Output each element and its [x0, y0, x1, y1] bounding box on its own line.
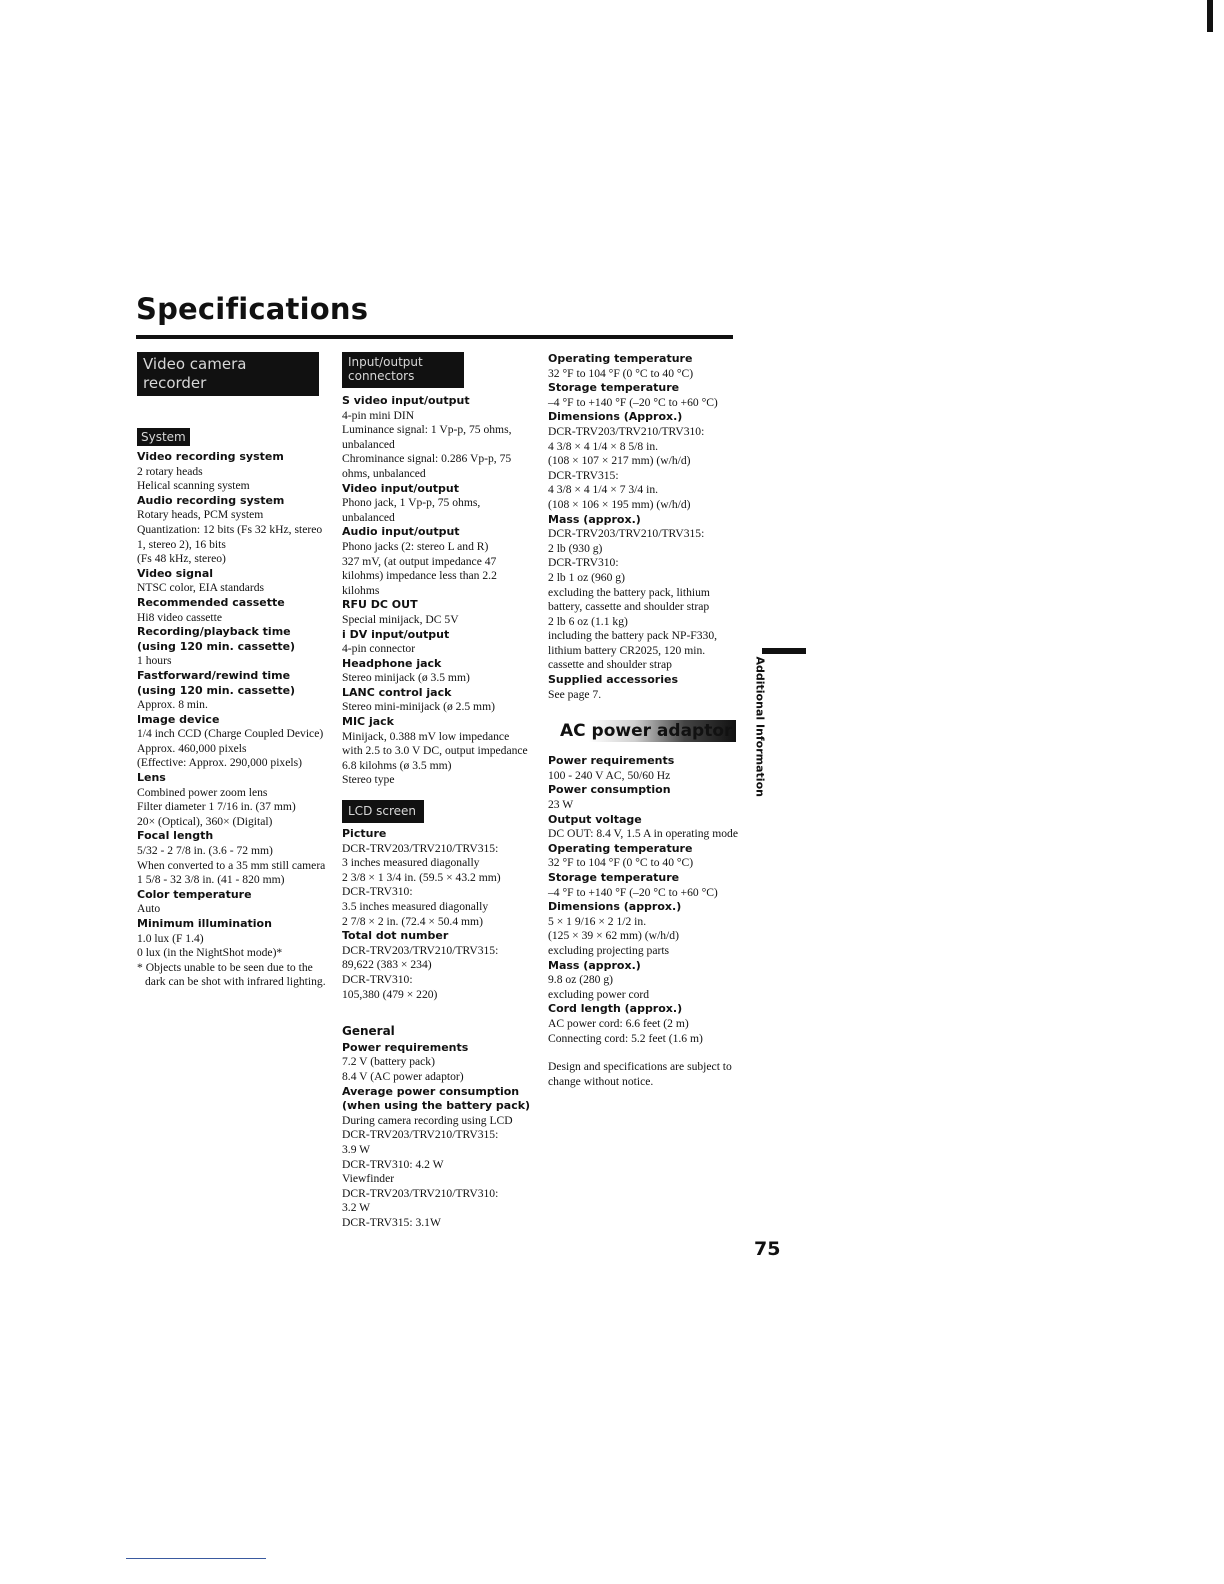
spec-heading: Color temperature — [137, 887, 252, 901]
spec-heading: Image device — [137, 712, 220, 726]
spec-value: 89,622 (383 × 234) — [342, 958, 432, 972]
spec-value: Filter diameter 1 7/16 in. (37 mm) — [137, 800, 296, 814]
spec-value: (108 × 107 × 217 mm) (w/h/d) — [548, 454, 691, 468]
spec-value: Luminance signal: 1 Vp-p, 75 ohms, unbalanced — [342, 423, 512, 451]
spec-value: 7.2 V (battery pack) — [342, 1055, 435, 1069]
spec-heading: i DV input/output — [342, 627, 450, 641]
spec-value: Hi8 video cassette — [137, 610, 222, 624]
spec-heading: Video signal — [137, 566, 214, 580]
spec-value: AC power cord: 6.6 feet (2 m) — [548, 1016, 689, 1030]
spec-value: including the battery pack NP-F330, lithium battery CR2025, 120 min. cassette and shoulder strap — [548, 629, 718, 672]
page-title: Specifications — [136, 292, 369, 326]
spec-value: 4-pin mini DIN — [342, 408, 415, 422]
spec-value: 32 °F to 104 °F (0 °C to 40 °C) — [548, 366, 694, 380]
spec-heading: Storage temperature — [548, 871, 680, 884]
spec-value: 2 lb 1 oz (960 g) — [548, 570, 625, 584]
spec-value: 5 × 1 9/16 × 2 1/2 in. — [548, 914, 647, 928]
spec-value: DCR-TRV310: — [342, 885, 413, 899]
spec-value: Viewfinder — [342, 1172, 395, 1186]
spec-heading: Lens — [137, 771, 166, 785]
spec-heading: S video input/output — [342, 394, 470, 407]
column-connectors — [342, 352, 532, 1230]
spec-value: DCR-TRV310: — [548, 556, 619, 570]
spec-value: 2 lb 6 oz (1.1 kg) — [548, 614, 628, 628]
side-tab-label: Additional Information — [753, 656, 767, 797]
spec-value: 23 W — [548, 798, 574, 812]
spec-value: excluding power cord — [548, 987, 650, 1001]
spec-heading: Power requirements — [548, 754, 675, 768]
spec-value: DC OUT: 8.4 V, 1.5 A in operating mode — [548, 827, 738, 841]
section-heading-general: General — [342, 1024, 395, 1039]
spec-heading: Recording/playback time (using 120 min. cassette) — [137, 625, 296, 653]
spec-heading: Storage temperature — [548, 381, 680, 395]
spec-heading: Recommended cassette — [137, 595, 285, 609]
spec-value: 2 3/8 × 1 3/4 in. (59.5 × 43.2 mm) — [342, 870, 501, 884]
spec-value: 8.4 V (AC power adaptor) — [342, 1069, 464, 1083]
spec-value: (Fs 48 kHz, stereo) — [137, 552, 226, 566]
spec-value: Phono jacks (2: stereo L and R) — [342, 539, 489, 553]
spec-list — [342, 394, 532, 788]
bottom-line — [126, 1558, 266, 1559]
spec-value: Quantization: 12 bits (Fs 32 kHz, stereo 1, stereo 2), 16 bits — [137, 522, 323, 551]
spec-value: (108 × 106 × 195 mm) (w/h/d) — [548, 497, 691, 511]
spec-heading: Dimensions (approx.) — [548, 900, 682, 914]
spec-value: DCR-TRV315: 3.1W — [342, 1215, 441, 1229]
spec-value: Special minijack, DC 5V — [342, 612, 459, 626]
spec-value: Chrominance signal: 0.286 Vp-p, 75 ohms, unbalanced — [342, 452, 512, 480]
spec-value: 3.9 W — [342, 1142, 371, 1156]
spec-value: DCR-TRV315: — [548, 468, 619, 482]
spec-value: Minijack, 0.388 mV low impedance with 2.5 to 3.0 V DC, output impedance 6.8 kilohms (ø 3.5 mm) — [342, 729, 528, 772]
spec-value: Phono jack, 1 Vp-p, 75 ohms, unbalanced — [342, 496, 481, 524]
spec-value: DCR-TRV203/TRV210/TRV310: — [342, 1186, 499, 1200]
section-banner-lcd: LCD screen — [342, 800, 424, 823]
spec-heading: Fastforward/rewind time (using 120 min. cassette) — [137, 668, 296, 697]
column-general-ac — [548, 352, 738, 1089]
spec-value: 1 5/8 - 32 3/8 in. (41 - 820 mm) — [137, 873, 285, 887]
spec-heading: Power consumption — [548, 783, 671, 797]
spec-value: Stereo mini-minijack (ø 2.5 mm) — [342, 700, 495, 714]
spec-value: 2 lb (930 g) — [548, 541, 603, 555]
spec-value: 2 7/8 × 2 in. (72.4 × 50.4 mm) — [342, 914, 483, 928]
spec-value: 4 3/8 × 4 1/4 × 7 3/4 in. — [548, 483, 659, 497]
edge-mark — [1207, 0, 1213, 32]
spec-heading: RFU DC OUT — [342, 598, 418, 612]
spec-value: 1.0 lux (F 1.4) — [137, 931, 204, 945]
spec-value: excluding the battery pack, lithium battery, cassette and shoulder strap — [548, 585, 710, 614]
spec-list — [548, 352, 738, 702]
spec-heading: Cord length (approx.) — [548, 1002, 683, 1016]
footer-note: Design and specifications are subject to change without notice. — [548, 1060, 732, 1088]
spec-value: 20× (Optical), 360× (Digital) — [137, 814, 273, 828]
spec-value: DCR-TRV203/TRV210/TRV315: — [342, 943, 499, 957]
spec-value: (Effective: Approx. 290,000 pixels) — [137, 756, 302, 770]
spec-value: When converted to a 35 mm still camera — [137, 858, 326, 872]
spec-value: 1 hours — [137, 654, 172, 668]
spec-value: Helical scanning system — [137, 479, 250, 493]
spec-value: DCR-TRV203/TRV210/TRV310: — [548, 424, 705, 438]
side-tab-bar — [762, 648, 806, 654]
spec-list — [342, 1041, 532, 1231]
spec-value: See page 7. — [548, 687, 602, 701]
section-banner-input-output: Input/output connectors — [342, 352, 464, 388]
spec-heading: Minimum illumination — [137, 917, 272, 930]
spec-list — [342, 827, 532, 1002]
spec-value: DCR-TRV310: — [342, 972, 413, 986]
spec-value: Connecting cord: 5.2 feet (1.6 m) — [548, 1031, 703, 1045]
section-banner-video-camera-recorder: Video camera recorder — [137, 352, 319, 396]
spec-value: 32 °F to 104 °F (0 °C to 40 °C) — [548, 856, 694, 870]
spec-value: Stereo minijack (ø 3.5 mm) — [342, 671, 470, 685]
footnote: * Objects unable to be seen due to the dark can be shot with infrared lighting. — [137, 960, 326, 989]
column-video-camera-recorder — [137, 352, 327, 990]
spec-value: –4 °F to +140 °F (–20 °C to +60 °C) — [548, 395, 718, 409]
title-rule — [136, 335, 733, 339]
spec-heading: Power requirements — [342, 1040, 469, 1054]
spec-heading: Mass (approx.) — [548, 512, 641, 526]
spec-value: 1/4 inch CCD (Charge Coupled Device) — [137, 727, 324, 741]
spec-heading: Operating temperature — [548, 841, 693, 855]
spec-value: 0 lux (in the NightShot mode)* — [137, 946, 283, 960]
spec-heading: Output voltage — [548, 812, 642, 826]
spec-value: Approx. 8 min. — [137, 698, 208, 712]
spec-value: (125 × 39 × 62 mm) (w/h/d) — [548, 929, 679, 943]
page-number: 75 — [754, 1238, 781, 1260]
spec-value: 3 inches measured diagonally — [342, 856, 480, 870]
spec-heading: Operating temperature — [548, 352, 693, 365]
spec-value: 3.2 W — [342, 1201, 371, 1215]
spec-value: Stereo type — [342, 773, 395, 787]
spec-value: 105,380 (479 × 220) — [342, 987, 438, 1001]
spec-value: NTSC color, EIA standards — [137, 581, 265, 595]
spec-value: During camera recording using LCD — [342, 1113, 513, 1127]
spec-value: DCR-TRV203/TRV210/TRV315: — [342, 1128, 499, 1142]
spec-value: 100 - 240 V AC, 50/60 Hz — [548, 768, 671, 782]
spec-heading: Headphone jack — [342, 656, 442, 670]
spec-heading: LANC control jack — [342, 685, 452, 699]
spec-value: 4 3/8 × 4 1/4 × 8 5/8 in. — [548, 439, 659, 453]
spec-value: Combined power zoom lens — [137, 785, 268, 799]
spec-value: 327 mV, (at output impedance 47 kilohms) impedance less than 2.2 kilohms — [342, 554, 497, 597]
spec-value: DCR-TRV203/TRV210/TRV315: — [342, 841, 499, 855]
spec-value: 4-pin connector — [342, 642, 416, 656]
spec-value: Rotary heads, PCM system — [137, 508, 264, 522]
spec-list — [548, 754, 738, 1046]
section-banner-system: System — [137, 428, 190, 446]
spec-heading: Picture — [342, 827, 387, 841]
spec-value: excluding projecting parts — [548, 943, 670, 957]
spec-heading: Video recording system — [137, 450, 284, 463]
spec-value: 3.5 inches measured diagonally — [342, 900, 489, 913]
spec-value: 9.8 oz (280 g) — [548, 973, 614, 987]
spec-heading: Mass (approx.) — [548, 958, 641, 972]
spec-heading: Average power consumption (when using the battery pack) — [342, 1084, 531, 1113]
spec-value: DCR-TRV310: 4.2 W — [342, 1157, 444, 1171]
spec-heading: Total dot number — [342, 929, 449, 943]
spec-heading: Audio recording system — [137, 493, 285, 507]
spec-value: Auto — [137, 902, 161, 916]
spec-heading: Video input/output — [342, 481, 460, 495]
spec-heading: Dimensions (Approx.) — [548, 410, 683, 424]
spec-value: 2 rotary heads — [137, 464, 203, 478]
spec-heading: Audio input/output — [342, 525, 460, 539]
spec-heading: Supplied accessories — [548, 673, 678, 687]
spec-list — [137, 450, 327, 961]
spec-value: DCR-TRV203/TRV210/TRV315: — [548, 527, 705, 541]
spec-heading: MIC jack — [342, 715, 394, 729]
spec-heading: Focal length — [137, 829, 214, 843]
spec-value: 5/32 - 2 7/8 in. (3.6 - 72 mm) — [137, 844, 273, 858]
spec-value: Approx. 460,000 pixels — [137, 741, 247, 755]
spec-value: –4 °F to +140 °F (–20 °C to +60 °C) — [548, 885, 718, 899]
section-banner-ac-power-adaptor: AC power adaptor — [552, 720, 736, 742]
